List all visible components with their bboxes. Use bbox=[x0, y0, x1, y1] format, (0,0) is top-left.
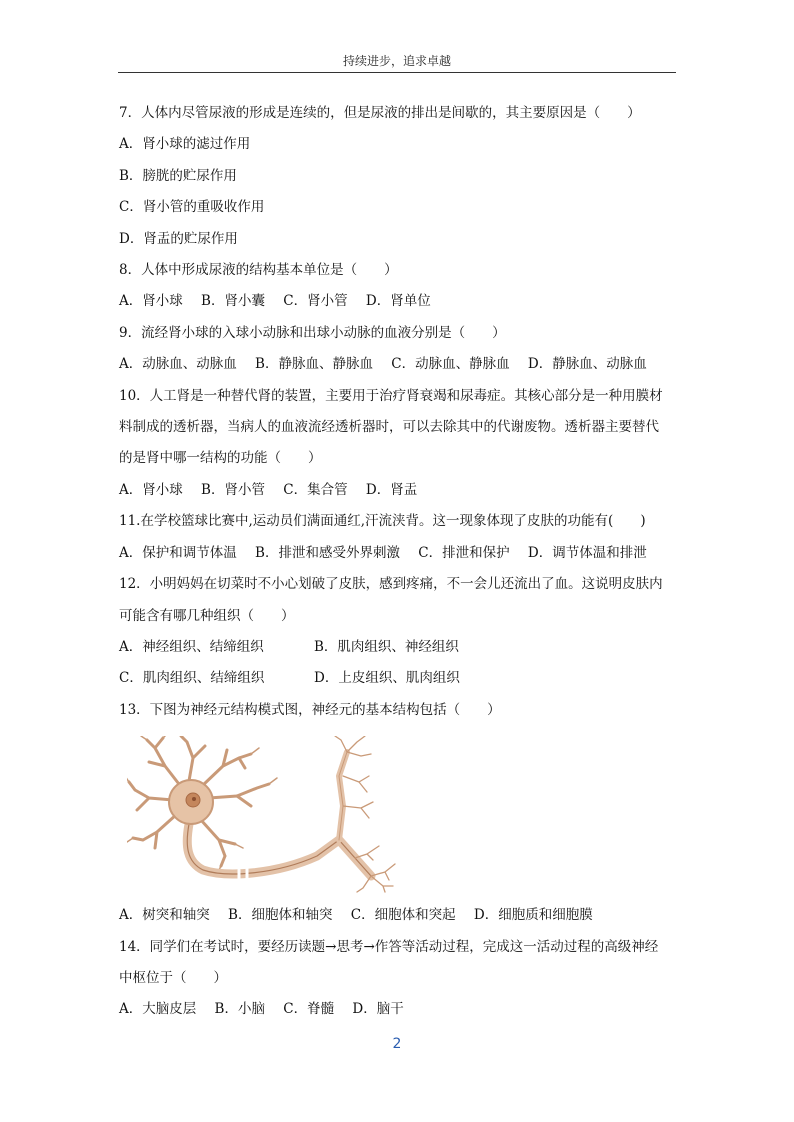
q10-option-b: B．肾小管 bbox=[201, 481, 265, 498]
q10-option-a: A．肾小球 bbox=[119, 481, 183, 498]
q13-options bbox=[119, 900, 679, 931]
header-divider bbox=[118, 72, 676, 73]
q10-options bbox=[119, 475, 679, 506]
q9-option-d: D．静脉血、动脉血 bbox=[527, 356, 647, 373]
q12-option-c: C．肌肉组织、结缔组织 bbox=[119, 670, 265, 687]
q10-stem-line-1: 10．人工肾是一种替代肾的装置，主要用于治疗肾衰竭和尿毒症。其核心部分是一种用膜材 bbox=[119, 387, 663, 404]
q14-option-b: B．小脑 bbox=[214, 1001, 265, 1018]
q12-options-row-1 bbox=[119, 632, 679, 663]
q14-stem-line-1: 14．同学们在考试时，要经历读题→思考→作答等活动过程，完成这一活动过程的高级神经 bbox=[119, 938, 659, 955]
q10-stem-line-2: 料制成的透析器，当病人的血液流经透析器时，可以去除其中的代谢废物。透析器主要替代 bbox=[119, 419, 659, 436]
q12-options-row-2 bbox=[119, 663, 679, 694]
q7-option-c: C．肾小管的重吸收作用 bbox=[119, 199, 265, 216]
q10-stem-line-3: 的是肾中哪一结构的功能（ ） bbox=[119, 450, 322, 467]
q13-option-c: C．细胞体和突起 bbox=[350, 907, 456, 924]
q7-option-d: D．肾盂的贮尿作用 bbox=[119, 230, 238, 247]
q9-option-b: B．静脉血、静脉血 bbox=[255, 356, 373, 373]
q9-option-c: C．动脉血、静脉血 bbox=[391, 356, 510, 373]
q11-option-c: C．排泄和保护 bbox=[418, 544, 510, 561]
q12-stem-line-2: 可能含有哪几种组织（ ） bbox=[119, 607, 295, 624]
q7-stem: 7．人体内尽管尿液的形成是连续的，但是尿液的排出是间歇的，其主要原因是（ ） bbox=[119, 105, 641, 121]
q14-options bbox=[119, 994, 679, 1025]
neuron-diagram-icon bbox=[127, 736, 402, 894]
q8-option-b: B．肾小囊 bbox=[201, 293, 265, 310]
q9-options bbox=[119, 349, 679, 380]
q7-option-b: B．膀胱的贮尿作用 bbox=[119, 167, 237, 184]
q13-option-d: D．细胞质和细胞膜 bbox=[473, 907, 593, 924]
q10-option-d: D．肾盂 bbox=[365, 481, 418, 498]
q8-options bbox=[119, 286, 679, 317]
q9-stem: 9．流经肾小球的入球小动脉和出球小动脉的血液分别是（ ） bbox=[119, 324, 506, 341]
q13-option-a: A．树突和轴突 bbox=[119, 907, 210, 924]
q8-option-c: C．肾小管 bbox=[283, 293, 348, 310]
q12-option-b: B．肌肉组织、神经组织 bbox=[314, 638, 459, 655]
q11-stem: 11.在学校篮球比赛中,运动员们满面通红,汗流浃背。这一现象体现了皮肤的功能有( ) bbox=[119, 513, 646, 530]
q8-option-a: A．肾小球 bbox=[119, 293, 183, 310]
q13-option-b: B．细胞体和轴突 bbox=[228, 907, 333, 924]
q11-options bbox=[119, 538, 679, 569]
page-header-motto: 持续进步，追求卓越 bbox=[342, 54, 451, 68]
q8-stem: 8．人体中形成尿液的结构基本单位是（ ） bbox=[119, 262, 398, 279]
page-number: 2 bbox=[392, 1036, 402, 1052]
q7-option-a: A．肾小球的滤过作用 bbox=[119, 136, 251, 153]
q8-option-d: D．肾单位 bbox=[365, 293, 431, 310]
q9-option-a: A．动脉血、动脉血 bbox=[119, 356, 237, 373]
q14-stem-line-2: 中枢位于（ ） bbox=[119, 969, 227, 986]
question-list bbox=[119, 98, 679, 1026]
q12-option-a: A．神经组织、结缔组织 bbox=[119, 638, 264, 655]
q11-option-d: D．调节体温和排泄 bbox=[527, 544, 647, 561]
q11-option-b: B．排泄和感受外界刺激 bbox=[255, 544, 400, 561]
q14-option-c: C．脊髓 bbox=[283, 1001, 335, 1018]
q14-option-d: D．脑干 bbox=[352, 1001, 404, 1018]
q11-option-a: A．保护和调节体温 bbox=[119, 544, 237, 561]
q10-option-c: C．集合管 bbox=[283, 481, 348, 498]
q13-stem: 13．下图为神经元结构模式图，神经元的基本结构包括（ ） bbox=[119, 701, 501, 718]
q14-option-a: A．大脑皮层 bbox=[119, 1001, 197, 1018]
q12-option-d: D．上皮组织、肌肉组织 bbox=[314, 670, 460, 687]
q12-stem-line-1: 12．小明妈妈在切菜时不小心划破了皮肤，感到疼痛，不一会儿还流出了血。这说明皮肤内 bbox=[119, 576, 663, 593]
